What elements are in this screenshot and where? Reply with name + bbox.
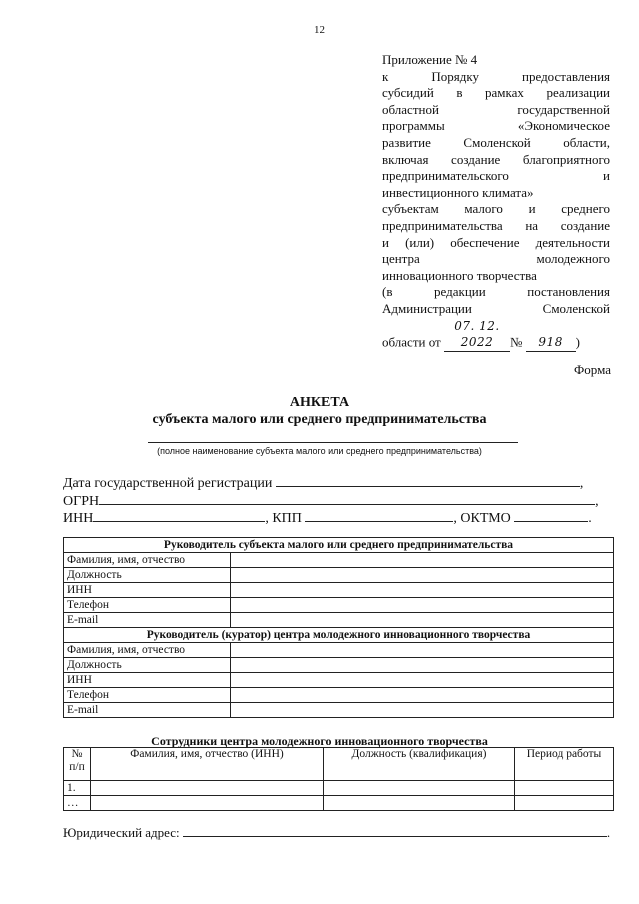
staff-row-number: 1.	[64, 781, 91, 796]
reg-date-field[interactable]	[276, 474, 580, 487]
head-phone-label: Телефон	[64, 598, 231, 613]
entity-name-line[interactable]	[148, 442, 518, 443]
appendix-line: включая создание благоприятного	[382, 151, 610, 167]
head-inn-cell[interactable]	[231, 583, 614, 598]
document-subtitle: субъекта малого или среднего предпринимательства	[152, 412, 487, 427]
head-email-cell[interactable]	[231, 613, 614, 628]
appendix-line: инновационного творчества	[382, 267, 537, 283]
legal-address-field[interactable]	[183, 824, 607, 837]
oktmo-field[interactable]	[514, 509, 588, 522]
entity-name-hint: (полное наименование субъекта малого или среднего предпринимательства)	[157, 446, 482, 456]
appendix-line: предпринимательства на создание	[382, 217, 610, 233]
staff-name-cell[interactable]	[91, 781, 324, 796]
curator-fio-label: Фамилия, имя, отчество	[64, 643, 231, 658]
curator-fio-cell[interactable]	[231, 643, 614, 658]
appendix-last-line	[382, 318, 610, 352]
period: .	[606, 825, 611, 840]
head-position-cell[interactable]	[231, 568, 614, 583]
head-table	[63, 537, 614, 718]
ogrn-row	[63, 492, 599, 510]
appendix-line: центра молодежного	[382, 251, 610, 267]
head-phone-cell[interactable]	[231, 598, 614, 613]
appendix-line: развитие Смоленской области,	[382, 134, 610, 150]
handwritten-date: 07. 12. 2022	[444, 318, 510, 352]
staff-period-cell[interactable]	[515, 796, 614, 811]
appendix-line: программы «Экономическое	[382, 118, 610, 134]
page-number: 12	[314, 24, 325, 36]
curator-table-title: Руководитель (куратор) центра молодежного инновационного творчества	[64, 628, 614, 643]
comma: ,	[595, 494, 599, 509]
head-email-label: E-mail	[64, 613, 231, 628]
head-fio-label: Фамилия, имя, отчество	[64, 553, 231, 568]
ogrn-label: ОГРН	[63, 494, 100, 509]
curator-inn-cell[interactable]	[231, 673, 614, 688]
head-position-label: Должность	[64, 568, 231, 583]
ogrn-field[interactable]	[99, 492, 595, 505]
appendix-line: и (или) обеспечение деятельности	[382, 234, 610, 250]
staff-position-cell[interactable]	[324, 781, 515, 796]
appendix-line: к Порядку предоставления	[382, 68, 610, 84]
staff-position-cell[interactable]	[324, 796, 515, 811]
comma: ,	[579, 476, 584, 491]
reg-date-label: Дата государственной регистрации	[63, 476, 273, 491]
curator-phone-cell[interactable]	[231, 688, 614, 703]
number-sign: №	[509, 334, 523, 350]
staff-col-name: Фамилия, имя, отчество (ИНН)	[91, 748, 324, 781]
head-table-title: Руководитель субъекта малого или среднего предпринимательства	[64, 538, 614, 553]
document-title: АНКЕТА	[289, 395, 350, 410]
appendix-line: (в редакции постановления	[382, 284, 610, 300]
staff-table	[63, 747, 614, 811]
appendix-line: областной государственной	[382, 101, 610, 117]
curator-position-cell[interactable]	[231, 658, 614, 673]
curator-email-cell[interactable]	[231, 703, 614, 718]
form-label: Форма	[574, 362, 611, 377]
staff-col-position: Должность (квалификация)	[324, 748, 515, 781]
appendix-header	[382, 52, 610, 352]
kpp-label: , КПП	[265, 511, 302, 526]
inn-label: ИНН	[63, 511, 94, 526]
appendix-line: субсидий в рамках реализации	[382, 85, 610, 101]
staff-row-number: …	[64, 796, 91, 811]
appendix-title: Приложение № 4	[382, 52, 478, 67]
period: .	[588, 511, 592, 526]
oktmo-label: , ОКТМО	[453, 511, 511, 526]
head-inn-label: ИНН	[64, 583, 231, 598]
staff-col-period: Период работы	[515, 748, 614, 781]
inn-row	[63, 509, 592, 527]
staff-period-cell[interactable]	[515, 781, 614, 796]
curator-email-label: E-mail	[64, 703, 231, 718]
kpp-field[interactable]	[305, 509, 453, 522]
appendix-last-prefix: области от	[382, 334, 441, 350]
handwritten-number: 918	[526, 334, 576, 352]
appendix-line: Администрации Смоленской	[382, 300, 610, 316]
staff-table-title: Сотрудники центра молодежного инновационного творчества	[151, 734, 488, 748]
legal-address-row	[63, 824, 610, 841]
reg-date-row	[63, 474, 583, 492]
close-paren: )	[575, 334, 580, 350]
staff-col-number: № п/п	[64, 748, 91, 781]
staff-name-cell[interactable]	[91, 796, 324, 811]
curator-position-label: Должность	[64, 658, 231, 673]
appendix-line: предпринимательского и	[382, 168, 610, 184]
legal-address-label: Юридический адрес:	[63, 825, 180, 840]
appendix-line: инвестиционного климата»	[382, 184, 534, 200]
curator-inn-label: ИНН	[64, 673, 231, 688]
inn-field[interactable]	[93, 509, 265, 522]
head-fio-cell[interactable]	[231, 553, 614, 568]
appendix-line: субъектам малого и среднего	[382, 201, 610, 217]
curator-phone-label: Телефон	[64, 688, 231, 703]
